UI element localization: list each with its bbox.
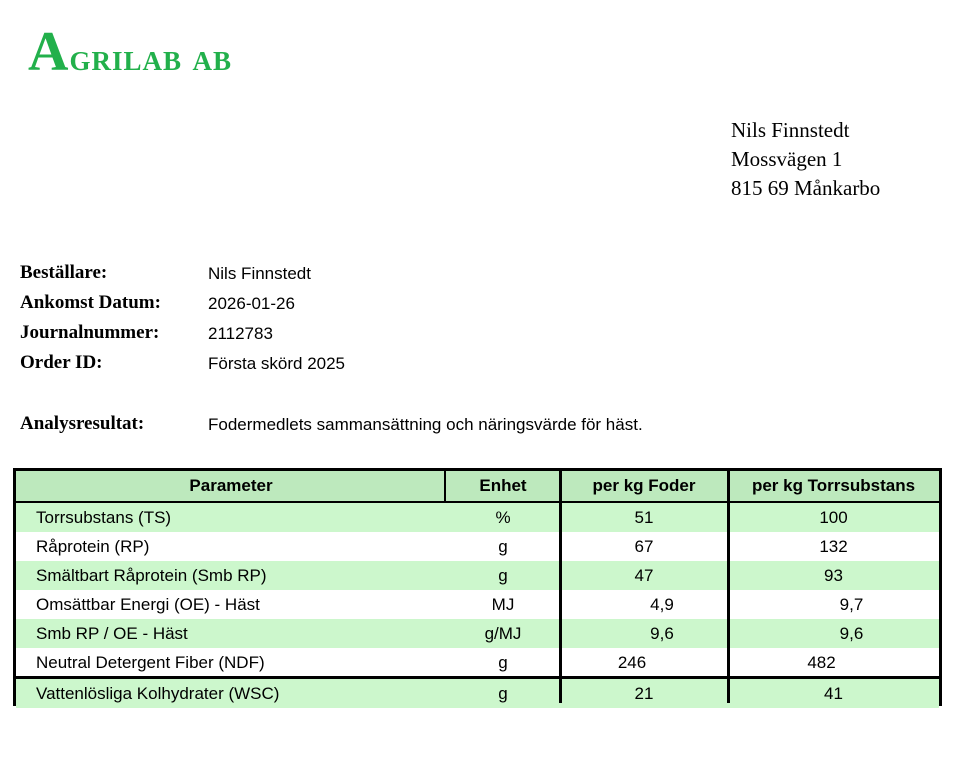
cell-parameter: Omsättbar Energi (OE) - Häst bbox=[36, 594, 260, 614]
header-per-kg-dry-matter: per kg Torrsubstans bbox=[751, 476, 916, 495]
cell-parameter: Smältbart Råprotein (Smb RP) bbox=[36, 565, 267, 585]
table-row bbox=[16, 676, 939, 708]
logo-initial: A bbox=[28, 21, 70, 83]
cell-per-kg-dry-matter: 41 bbox=[824, 683, 843, 703]
info-value: 2112783 bbox=[208, 324, 273, 343]
table-row bbox=[16, 619, 939, 648]
table-row bbox=[16, 561, 939, 590]
cell-per-kg-feed: 4,9 bbox=[650, 594, 674, 614]
logo-text: grilab ab bbox=[69, 37, 232, 79]
info-value: 2026-01-26 bbox=[208, 294, 295, 313]
cell-per-kg-dry-matter: 93 bbox=[824, 565, 843, 585]
info-label: Beställare: bbox=[20, 262, 108, 283]
recipient-name: Nils Finnstedt bbox=[731, 118, 850, 142]
recipient-city: 815 69 Månkarbo bbox=[731, 176, 881, 200]
cell-per-kg-dry-matter: 9,6 bbox=[839, 623, 864, 643]
cell-per-kg-dry-matter: 9,7 bbox=[839, 594, 864, 614]
cell-per-kg-feed: 47 bbox=[634, 565, 654, 585]
column-divider bbox=[559, 471, 562, 703]
cell-parameter: Råprotein (RP) bbox=[36, 536, 150, 556]
header-per-kg-feed: per kg Foder bbox=[592, 476, 696, 495]
cell-per-kg-feed: 51 bbox=[634, 507, 654, 527]
cell-per-kg-feed: 246 bbox=[617, 652, 647, 672]
cell-unit: g bbox=[498, 565, 508, 585]
cell-per-kg-feed: 9,6 bbox=[650, 623, 674, 643]
cell-unit: MJ bbox=[491, 594, 515, 614]
cell-parameter: Smb RP / OE - Häst bbox=[36, 623, 188, 643]
info-label: Order ID: bbox=[20, 352, 103, 373]
table-row bbox=[16, 503, 939, 532]
info-value: Första skörd 2025 bbox=[208, 354, 346, 373]
cell-per-kg-feed: 21 bbox=[634, 683, 654, 703]
table-row bbox=[16, 648, 939, 677]
company-logo bbox=[28, 21, 232, 83]
column-divider bbox=[727, 471, 730, 703]
cell-unit: g bbox=[498, 536, 508, 556]
analysis-label: Analysresultat: bbox=[20, 413, 145, 434]
info-label: Journalnummer: bbox=[20, 322, 160, 343]
cell-per-kg-dry-matter: 100 bbox=[819, 507, 848, 527]
cell-parameter: Vattenlösliga Kolhydrater (WSC) bbox=[36, 683, 280, 703]
cell-parameter: Torrsubstans (TS) bbox=[36, 507, 172, 527]
recipient-street: Mossvägen 1 bbox=[731, 147, 843, 171]
cell-unit: g/MJ bbox=[484, 623, 522, 643]
cell-per-kg-feed: 67 bbox=[634, 536, 654, 556]
cell-per-kg-dry-matter: 132 bbox=[819, 536, 848, 556]
info-value: Nils Finnstedt bbox=[208, 264, 311, 283]
cell-unit: g bbox=[498, 652, 508, 672]
info-label: Ankomst Datum: bbox=[20, 292, 161, 313]
table-row bbox=[16, 532, 939, 561]
header-parameter: Parameter bbox=[189, 476, 273, 495]
analysis-value: Fodermedlets sammansättning och näringsvärde för häst. bbox=[208, 415, 643, 434]
cell-unit: % bbox=[495, 507, 511, 527]
table-header-row bbox=[16, 471, 939, 503]
header-unit: Enhet bbox=[479, 476, 527, 495]
header-divider bbox=[444, 471, 446, 501]
cell-unit: g bbox=[498, 683, 508, 703]
analysis-table bbox=[13, 468, 942, 706]
cell-parameter: Neutral Detergent Fiber (NDF) bbox=[36, 652, 265, 672]
recipient-address bbox=[731, 116, 880, 203]
table-row bbox=[16, 590, 939, 619]
cell-per-kg-dry-matter: 482 bbox=[807, 652, 836, 672]
